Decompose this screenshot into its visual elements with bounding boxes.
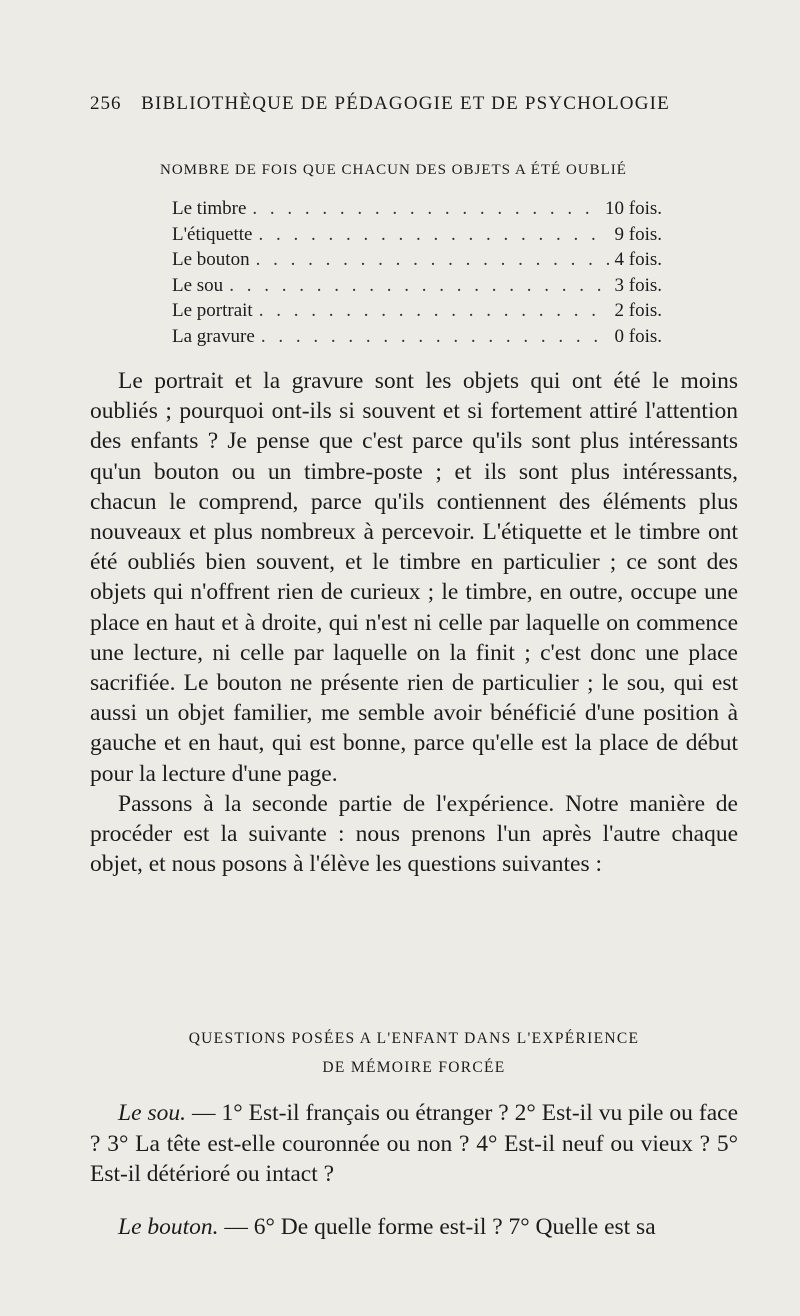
table-row bbox=[172, 247, 662, 273]
table-title: NOMBRE DE FOIS QUE CHACUN DES OBJETS A ÉTÉ OUBLIÉ bbox=[160, 162, 627, 178]
object-name: La gravure bbox=[172, 325, 255, 347]
leader-dots bbox=[229, 273, 608, 299]
body-text bbox=[90, 366, 738, 879]
paragraph: Le portrait et la gravure sont les objets qui ont été le moins oubliés ; pourquoi ont-ils si souvent et si fortement attiré l'attention des enfants ? Je pense que c'est parce qu'ils sont plus intéressants qu'un bouton ou un timbre-poste ; et ils sont plus intéressants, chacun le comprend, parce qu'ils contiennent des éléments plus nouveaux et plus nombreux à percevoir. L'étiquette et le timbre ont été oubliés bien souvent, et le timbre en particulier ; ce sont des objets qui n'offrent rien de curieux ; le timbre, en outre, occupe une place en haut et à droite, qui n'est ni celle par laquelle on commence une lecture, ni celle par laquelle on la finit ; c'est donc une place sacrifiée. Le bouton ne présente rien de particulier ; le sou, qui est aussi un objet familier, me semble avoir bénéficié d'une position à gauche et en haut, qui est bonne, parce qu'elle est la place de début pour la lecture d'une page. bbox=[90, 368, 738, 787]
section-heading-line: DE MÉMOIRE FORCÉE bbox=[322, 1059, 506, 1076]
section-heading-line: QUESTIONS POSÉES A L'ENFANT DANS L'EXPÉRIENCE bbox=[188, 1030, 640, 1047]
object-name: Le sou bbox=[172, 274, 224, 296]
question-paragraph bbox=[90, 1212, 738, 1243]
forget-count: 9 fois. bbox=[614, 223, 662, 245]
table-row bbox=[172, 196, 662, 222]
question-object-label: Le sou. bbox=[118, 1100, 187, 1126]
forget-count: 4 fois. bbox=[614, 249, 662, 270]
question-object-label: Le bouton. bbox=[118, 1213, 219, 1240]
object-name: Le bouton bbox=[172, 249, 250, 270]
leader-dots bbox=[258, 222, 608, 248]
forget-count: 2 fois. bbox=[614, 300, 662, 321]
leader-dots bbox=[252, 196, 599, 222]
forgotten-count-table bbox=[172, 196, 662, 349]
question-text: — 1° Est-il français ou étranger ? 2° Est-il vu pile ou face ? 3° La tête est-elle couronnée ou non ? 4° Est-il neuf ou vieux ? 5° Est-il détérioré ou intact ? bbox=[90, 1100, 739, 1187]
table-row bbox=[172, 222, 662, 248]
forget-count: 0 fois. bbox=[614, 325, 662, 347]
table-row bbox=[172, 273, 662, 299]
table-row bbox=[172, 324, 662, 350]
leader-dots bbox=[261, 324, 609, 350]
running-head: BIBLIOTHÈQUE DE PÉDAGOGIE ET DE PSYCHOLOGIE bbox=[141, 93, 670, 114]
object-name: Le portrait bbox=[172, 300, 253, 321]
forget-count: 10 fois. bbox=[605, 198, 662, 219]
paragraph: Passons à la seconde partie de l'expérience. Notre manière de procéder est la suivante : nous prenons l'un après l'autre chaque objet, et nous posons à l'élève les questions suivantes : bbox=[90, 790, 738, 878]
question-paragraph bbox=[90, 1098, 738, 1190]
object-name: Le timbre bbox=[172, 198, 247, 219]
forget-count: 3 fois. bbox=[614, 274, 662, 296]
questions-list bbox=[90, 1098, 738, 1264]
page-header bbox=[90, 93, 670, 115]
question-text: — 6° De quelle forme est-il ? 7° Quelle est sa bbox=[218, 1213, 656, 1240]
object-name: L'étiquette bbox=[172, 223, 253, 245]
table-row bbox=[172, 298, 662, 324]
leader-dots bbox=[259, 298, 609, 324]
leader-dots bbox=[256, 247, 609, 273]
section-heading bbox=[90, 1024, 738, 1082]
page-number: 256 bbox=[90, 93, 122, 114]
